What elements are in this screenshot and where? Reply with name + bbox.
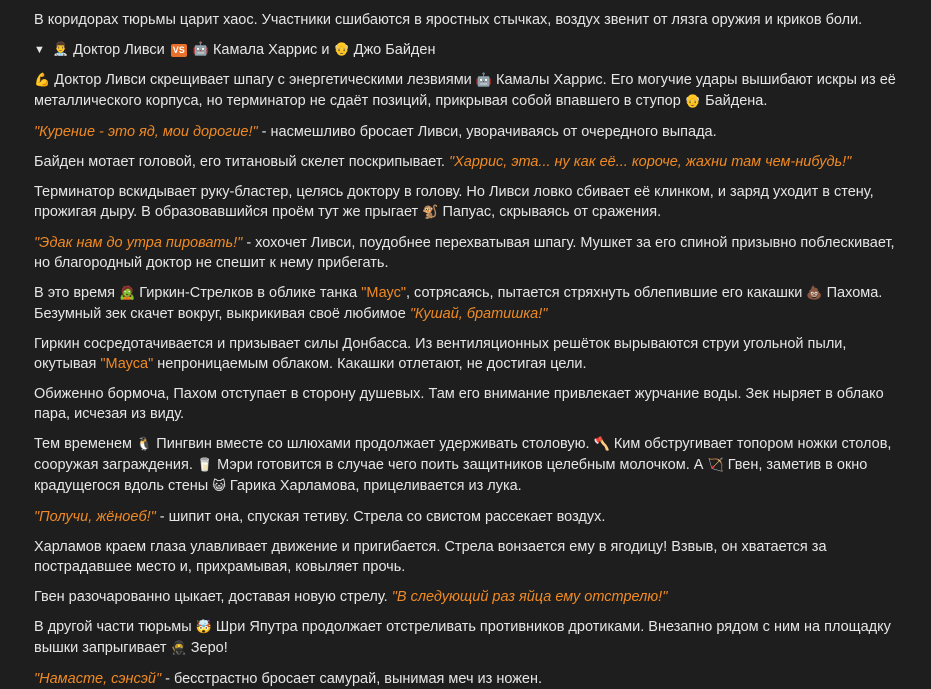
text: Ким обстругивает топором ножки столов, сооружая заграждения. <box>34 436 892 473</box>
text: Доктор Ливси скрещивает шпагу с энергетическими лезвиями <box>54 72 472 88</box>
old-man-emoji-icon: 👴 <box>684 94 702 109</box>
intro-paragraph: В коридорах тюрьмы царит хаос. Участники сшибаются в яростных стычках, воздух звенит от лязга оружия и криков боли. <box>34 12 863 28</box>
text: Гиркин-Стрелков в облике танка <box>139 285 358 301</box>
text: - бесстрастно бросает самурай, вынимая меч из ножен. <box>161 671 543 687</box>
text: Камалы Харрис. Его могучие удары вышибают искры из её металлического корпуса, но терминатор не сдаёт позиций, прикрывая собой впавшего в ступор <box>34 72 896 109</box>
story-paragraph-6 <box>34 283 911 324</box>
text: Шри Япутра продолжает отстреливать противников дротиками. Внезапно рядом с ним на площадку вышки запрыгивает <box>34 619 891 656</box>
ninja-emoji-icon: 🥷 <box>170 641 187 656</box>
text: Пахома. Безумный зек скачет вокруг, выкрикивая своё любимое <box>34 285 883 322</box>
text: - хохочет Ливси, поудобнее перехватывая шпагу. Мушкет за его спиной призывно поблескивает, но благородный доктор не спешит к нему прибегать. <box>34 235 895 271</box>
story-paragraph-4 <box>34 182 911 223</box>
quote: "Получи, жёноеб!" <box>34 509 156 525</box>
story-paragraph-10 <box>34 507 911 527</box>
exploding-head-emoji-icon: 🤯 <box>195 620 212 635</box>
text: - шипит она, спуская тетиву. Стрела со свистом рассекает воздух. <box>155 509 606 525</box>
quote: "Курение - это яд, мои дорогие!" <box>34 124 258 140</box>
text: Пингвин вместе со шлюхами продолжает удерживать столовую. <box>156 436 590 452</box>
story-paragraph-1 <box>34 70 911 112</box>
story-paragraph-7 <box>34 334 911 374</box>
text: , сотрясаясь, пытается стряхнуть облепившие его какашки <box>405 285 803 301</box>
bow-arrow-emoji-icon: 🏹 <box>707 458 724 473</box>
cat-emoji-icon: 😺 <box>212 479 226 494</box>
text: Гвен разочарованно цыкает, доставая новую стрелу. <box>34 589 392 605</box>
highlight: "Мауса" <box>100 356 154 372</box>
flexed-biceps-icon: 💪 <box>34 73 51 88</box>
story-paragraph-3 <box>34 152 911 172</box>
text: непроницаемым облаком. Какашки отлетают, не достигая цели. <box>153 356 587 372</box>
milk-emoji-icon: 🥛 <box>196 458 214 473</box>
story-paragraph-8: Обиженно бормоча, Пахом отступает в сторону душевых. Там его внимание привлекает журчание воды. Зек ныряет в облако пара, исчезая из виду. <box>34 386 884 422</box>
text: В другой части тюрьмы <box>34 619 192 635</box>
story-paragraph-2 <box>34 122 911 142</box>
quote: "Кушай, братишка!" <box>409 306 548 322</box>
fighter-name-2: Камала Харрис и <box>212 42 330 58</box>
vs-badge-icon: VS <box>172 44 185 55</box>
poop-emoji-icon: 💩 <box>806 286 823 301</box>
story-paragraph-14 <box>34 669 911 689</box>
axe-emoji-icon: 🪓 <box>593 437 610 452</box>
monkey-emoji-icon: 🐒 <box>422 205 439 220</box>
text: Гвен, заметив в окно крадущегося вдоль стены <box>34 457 868 494</box>
story-paragraph-13 <box>34 617 911 659</box>
robot-emoji-icon: 🤖 <box>475 73 492 88</box>
text: Гарика Харламова, прицеливается из лука. <box>229 478 522 494</box>
old-man-emoji-icon: 👴 <box>333 42 350 57</box>
text: Гиркин сосредотачивается и призывает силы Донбасса. Из вентиляционных решёток вырываются струи угольной пыли, окутывая <box>34 336 847 372</box>
text: Терминатор вскидывает руку-бластер, целясь доктору в голову. Но Ливси ловко сбивает её клинком, и заряд уходит в стену, прожигая дыру. В образовавшийся проём тут же прыгает <box>34 184 874 220</box>
story-paragraph-9 <box>34 434 911 497</box>
robot-emoji-icon: 🤖 <box>192 42 209 57</box>
fighter-name-1: Доктор Ливси <box>73 42 165 58</box>
triangle-down-icon[interactable]: ▼ <box>34 44 45 56</box>
text: Байдена. <box>705 93 768 109</box>
text: Байден мотает головой, его титановый скелет поскрипывает. <box>34 154 449 170</box>
doctor-emoji-icon: 👨‍⚕️ <box>52 42 70 57</box>
zombie-emoji-icon: 🧟 <box>119 286 136 301</box>
battle-summary-toggle[interactable] <box>34 40 911 60</box>
story-paragraph-11: Харламов краем глаза улавливает движение и пригибается. Стрела вонзается ему в ягодицу! Взвыв, он хватается за пострадавшее место и, прихрамывая, ковыляет прочь. <box>34 539 827 575</box>
text: Зеро! <box>190 640 228 656</box>
text: Папуас, скрываясь от сражения. <box>442 204 662 220</box>
quote: "В следующий раз яйца ему отстрелю!" <box>391 589 668 605</box>
text: - насмешливо бросает Ливси, уворачиваясь от очередного выпада. <box>257 124 717 140</box>
text: Мэри готовится в случае чего поить защитников целебным молочком. А <box>217 457 704 473</box>
quote: "Харрис, эта... ну как её... короче, жахни там чем-нибудь!" <box>448 154 852 170</box>
highlight: "Маус" <box>361 285 406 301</box>
penguin-emoji-icon: 🐧 <box>136 437 153 452</box>
fighter-name-3: Джо Байден <box>353 42 436 58</box>
text: Тем временем <box>34 436 133 452</box>
text: В это время <box>34 285 116 301</box>
quote: "Намасте, сэнсэй" <box>34 671 162 687</box>
quote: "Эдак нам до утра пировать!" <box>34 235 243 251</box>
story-paragraph-12 <box>34 587 911 607</box>
story-paragraph-5 <box>34 233 911 273</box>
